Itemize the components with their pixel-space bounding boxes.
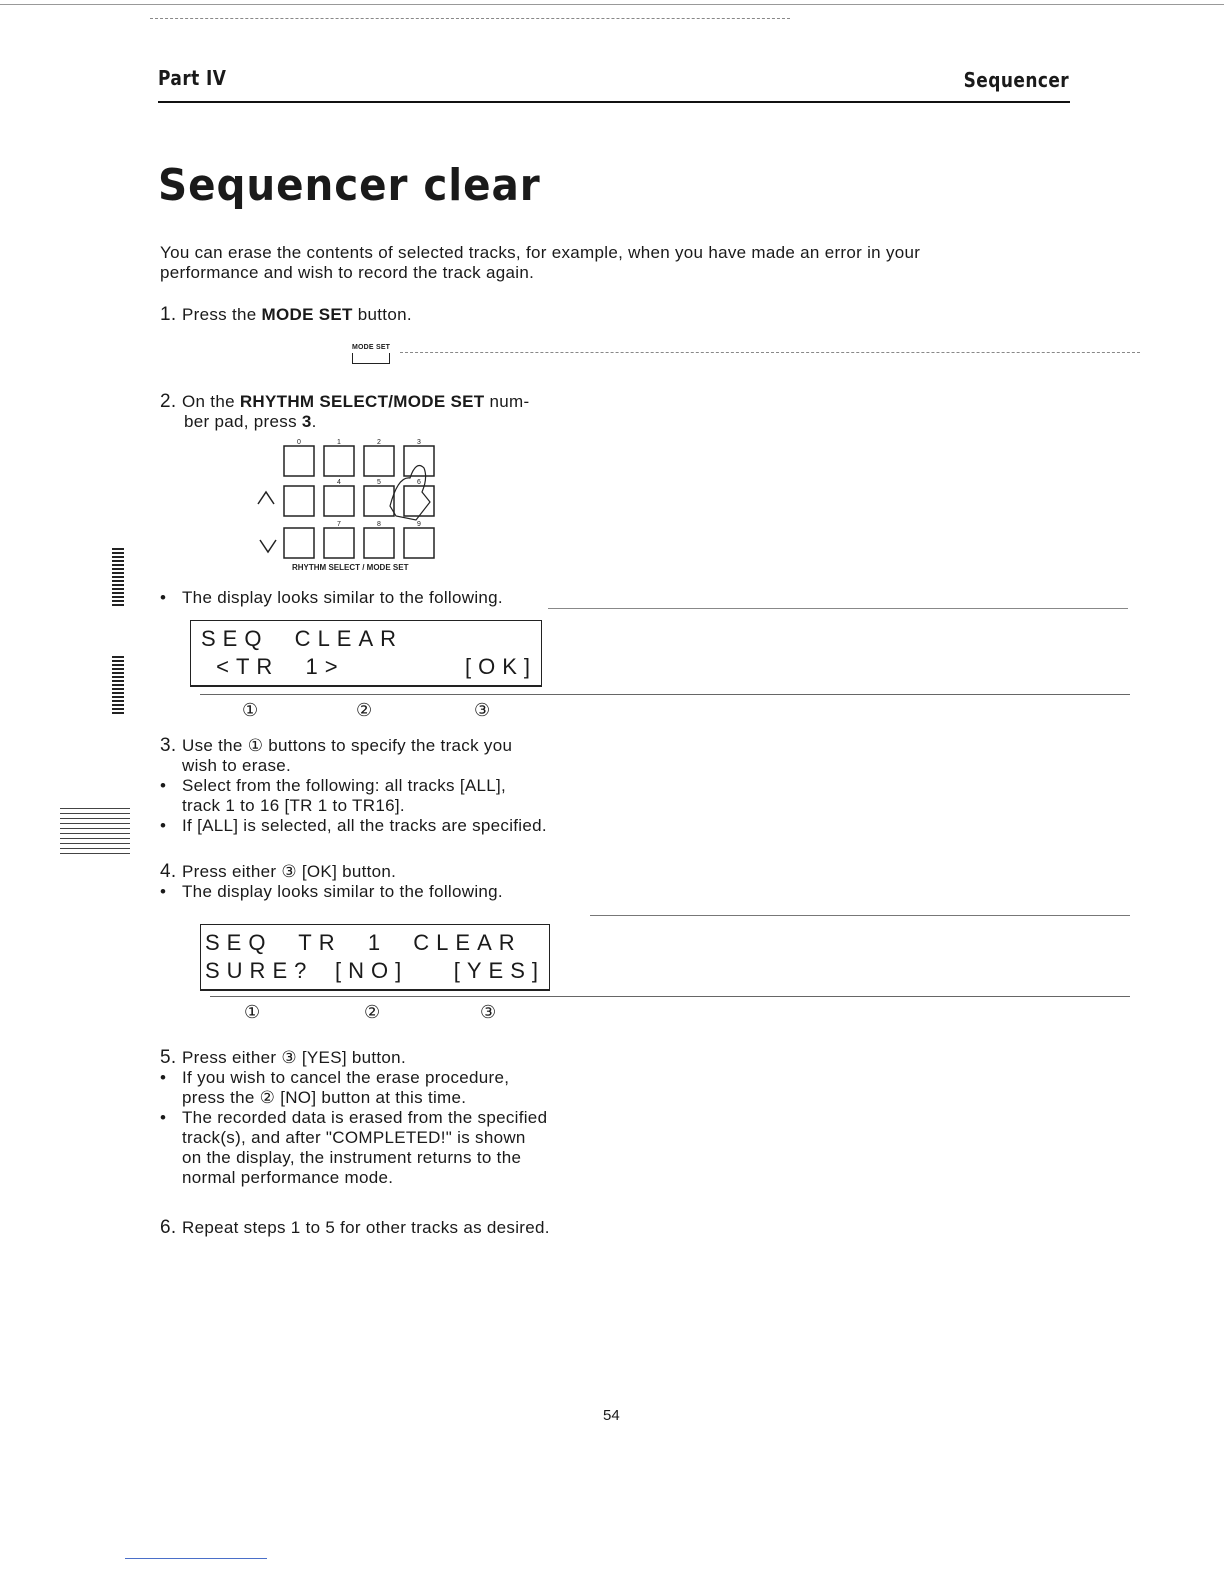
- intro-line: You can erase the contents of selected tracks, for example, when you have made an error in your: [160, 243, 921, 262]
- lcd-ok-label: [OK]: [464, 654, 537, 679]
- step-bold-text: MODE SET: [261, 305, 353, 324]
- step-5-bullet-2: [160, 1108, 600, 1188]
- marker-3: ③: [480, 1002, 497, 1022]
- step-text: num-: [484, 392, 530, 411]
- step-number: 2.: [160, 391, 177, 412]
- lcd-display-2: [200, 924, 550, 991]
- pad-key-1: [324, 446, 354, 476]
- step-4: [160, 862, 600, 902]
- pad-key-2: [364, 446, 394, 476]
- page-title: Sequencer clear: [158, 160, 541, 211]
- step-text: wish to erase.: [182, 756, 292, 775]
- step-number: 3.: [160, 735, 177, 756]
- lcd-display-1: [190, 620, 542, 687]
- lcd-underline: [210, 996, 1130, 997]
- pad-number: 9: [417, 521, 421, 528]
- scan-line: [548, 608, 1128, 609]
- lcd-underline: [200, 694, 1130, 695]
- pad-number: 0: [297, 439, 301, 446]
- step-2: [160, 392, 529, 432]
- bullet-display-1: [160, 588, 600, 608]
- lcd-row-2: [191, 653, 541, 681]
- marker-1: ①: [244, 1002, 261, 1022]
- pad-number: 2: [377, 439, 381, 446]
- step-bold-text: 3: [301, 412, 312, 431]
- pad-label: RHYTHM SELECT / MODE SET: [292, 563, 409, 572]
- scan-line: [150, 18, 790, 20]
- part-label: Part IV: [158, 66, 227, 90]
- step-text: Press the: [182, 305, 262, 324]
- step-text: Repeat steps 1 to 5 for other tracks as desired.: [182, 1218, 550, 1237]
- pad-key-7: [324, 528, 354, 558]
- bullet-dot: •: [160, 1108, 167, 1127]
- step-text: Use the ① buttons to specify the track you: [182, 736, 513, 755]
- pad-key-up: [284, 486, 314, 516]
- mode-set-button-illustration: [352, 344, 390, 364]
- step-text: .: [311, 412, 317, 431]
- pad-number: 4: [337, 479, 341, 486]
- page-number: 54: [603, 1407, 620, 1424]
- step-text: Press either ③ [YES] button.: [182, 1048, 406, 1067]
- pad-key-down: [284, 528, 314, 558]
- step-text: Press either ③ [OK] button.: [182, 862, 397, 881]
- step-6: [160, 1218, 620, 1238]
- pad-number: 1: [337, 439, 341, 446]
- bullet-text: press the ② [NO] button at this time.: [182, 1088, 467, 1107]
- lcd-row: SEQ TR 1 CLEAR: [205, 930, 522, 955]
- bullet-text: Select from the following: all tracks [ALL],: [182, 776, 507, 795]
- scan-line: [590, 915, 1130, 916]
- pad-key-9: [404, 528, 434, 558]
- bullet-text: The display looks similar to the following.: [182, 882, 503, 901]
- bullet-text: If you wish to cancel the erase procedure,: [182, 1068, 510, 1087]
- step-text: ber pad, press: [184, 412, 302, 431]
- bullet-text: track 1 to 16 [TR 1 to TR16].: [182, 796, 405, 815]
- bullet-text: track(s), and after "COMPLETED!" is shown: [182, 1128, 526, 1147]
- bullet-text: normal performance mode.: [182, 1168, 394, 1187]
- intro-line: performance and wish to record the track again.: [160, 263, 535, 282]
- marker-2: ②: [364, 1002, 381, 1022]
- step-3: [160, 736, 600, 836]
- bullet-text: The display looks similar to the following.: [182, 588, 503, 607]
- bullet-dot: •: [160, 588, 167, 607]
- step-number: 5.: [160, 1047, 177, 1068]
- finger-press-icon: [390, 466, 430, 520]
- step-1: [160, 305, 412, 325]
- step-text: On the: [182, 392, 240, 411]
- mode-set-button: [352, 353, 390, 364]
- pad-key-0: [284, 446, 314, 476]
- lcd-track-value: <TR 1>: [203, 654, 345, 679]
- pad-number: 6: [417, 479, 421, 486]
- scan-top-line: [0, 4, 1224, 5]
- bullet-dot: •: [160, 816, 167, 835]
- pad-number: 8: [377, 521, 381, 528]
- number-pad-illustration: [250, 436, 460, 576]
- step-4-bullet: [160, 882, 600, 902]
- up-arrow-icon: [258, 492, 274, 504]
- lcd-sure-label: SURE?: [205, 958, 314, 983]
- step-3-bullet-2: [160, 816, 600, 836]
- lcd-row: SEQ CLEAR: [201, 626, 404, 651]
- intro-paragraph: [160, 243, 1090, 283]
- pad-key-3: [404, 446, 434, 476]
- bullet-text: If [ALL] is selected, all the tracks are specified.: [182, 816, 547, 835]
- pad-number: 7: [337, 521, 341, 528]
- step-number: 1.: [160, 304, 177, 325]
- step-text: button.: [352, 305, 412, 324]
- bullet-text: on the display, the instrument returns to the: [182, 1148, 522, 1167]
- bullet-dot: •: [160, 1068, 167, 1087]
- marker-2: ②: [356, 700, 373, 720]
- mode-set-label: MODE SET: [352, 344, 391, 351]
- step-5: [160, 1048, 600, 1188]
- header-rule: [158, 101, 1070, 103]
- lcd-row-2: [201, 957, 549, 985]
- pad-number: 5: [377, 479, 381, 486]
- lcd-no-label: [NO]: [335, 958, 409, 983]
- section-label: Sequencer: [963, 68, 1069, 92]
- pad-key-4: [324, 486, 354, 516]
- bullet-dot: •: [160, 776, 167, 795]
- scan-artifact: [60, 808, 130, 858]
- bullet-text: The recorded data is erased from the specified: [182, 1108, 548, 1127]
- scan-line: [125, 1558, 267, 1559]
- step-3-bullet-1: [160, 776, 600, 816]
- step-bold-text: RHYTHM SELECT/MODE SET: [239, 392, 485, 411]
- marker-1: ①: [242, 700, 259, 720]
- bullet-dot: •: [160, 882, 167, 901]
- pad-number: 3: [417, 439, 421, 446]
- step-5-bullet-1: [160, 1068, 600, 1108]
- scan-line: [400, 352, 1140, 354]
- scan-artifact: [112, 656, 124, 716]
- step-number: 6.: [160, 1217, 177, 1238]
- lcd-yes-label: [YES]: [453, 958, 545, 983]
- step-number: 4.: [160, 861, 177, 882]
- pad-key-5: [364, 486, 394, 516]
- down-arrow-icon: [260, 540, 276, 552]
- marker-3: ③: [474, 700, 491, 720]
- scan-artifact: [112, 548, 124, 608]
- pad-key-8: [364, 528, 394, 558]
